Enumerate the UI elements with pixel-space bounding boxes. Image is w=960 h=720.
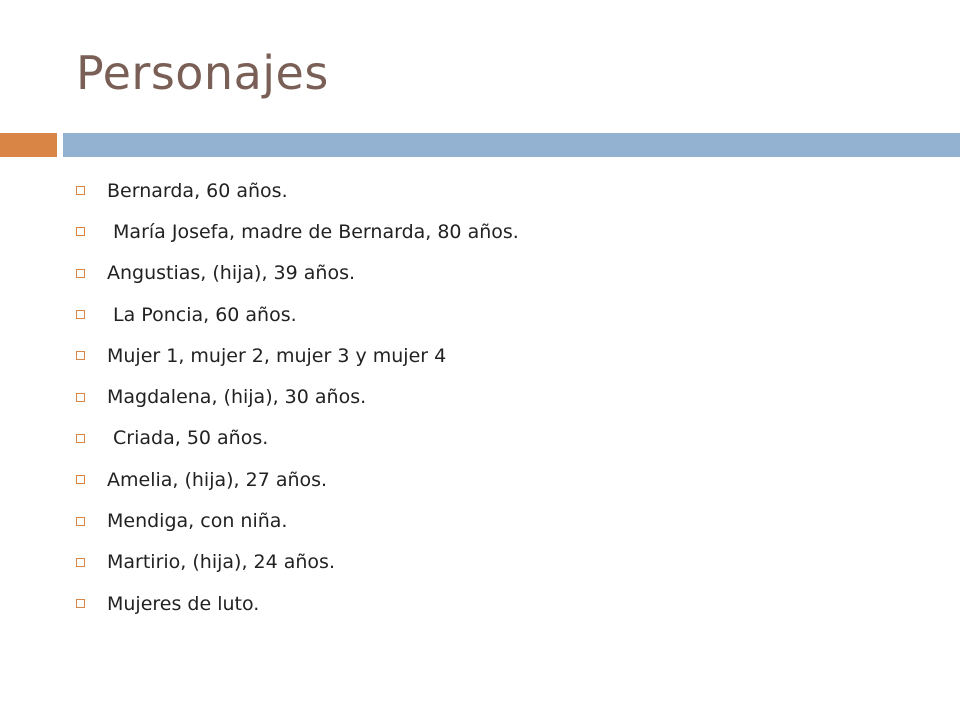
list-item bbox=[76, 376, 519, 417]
list-item-text: La Poncia, 60 años. bbox=[107, 303, 297, 326]
accent-bar-orange bbox=[0, 133, 57, 157]
character-list bbox=[76, 170, 519, 624]
square-bullet-icon bbox=[76, 393, 85, 402]
list-item bbox=[76, 583, 519, 624]
list-item-text: Magdalena, (hija), 30 años. bbox=[107, 386, 367, 409]
list-item-text: Bernarda, 60 años. bbox=[107, 179, 288, 202]
list-item-text: Amelia, (hija), 27 años. bbox=[107, 468, 328, 491]
list-item bbox=[76, 418, 519, 459]
list-item-text: Martirio, (hija), 24 años. bbox=[107, 551, 335, 574]
list-item bbox=[76, 170, 519, 211]
list-item bbox=[76, 253, 519, 294]
square-bullet-icon bbox=[76, 310, 85, 319]
list-item bbox=[76, 211, 519, 252]
list-item-text: Mujeres de luto. bbox=[107, 592, 260, 615]
square-bullet-icon bbox=[76, 434, 85, 443]
list-item bbox=[76, 335, 519, 376]
accent-bar-blue bbox=[63, 133, 960, 157]
list-item bbox=[76, 294, 519, 335]
square-bullet-icon bbox=[76, 186, 85, 195]
square-bullet-icon bbox=[76, 351, 85, 360]
list-item bbox=[76, 459, 519, 500]
list-item-text: Angustias, (hija), 39 años. bbox=[107, 262, 356, 285]
slide-title: Personajes bbox=[76, 46, 329, 100]
list-item-text: Criada, 50 años. bbox=[107, 427, 269, 450]
list-item bbox=[76, 542, 519, 583]
square-bullet-icon bbox=[76, 599, 85, 608]
square-bullet-icon bbox=[76, 269, 85, 278]
list-item-text: María Josefa, madre de Bernarda, 80 años. bbox=[107, 220, 519, 243]
square-bullet-icon bbox=[76, 475, 85, 484]
list-item-text: Mujer 1, mujer 2, mujer 3 y mujer 4 bbox=[107, 344, 447, 367]
square-bullet-icon bbox=[76, 558, 85, 567]
square-bullet-icon bbox=[76, 517, 85, 526]
list-item bbox=[76, 500, 519, 541]
list-item-text: Mendiga, con niña. bbox=[107, 510, 288, 533]
square-bullet-icon bbox=[76, 227, 85, 236]
